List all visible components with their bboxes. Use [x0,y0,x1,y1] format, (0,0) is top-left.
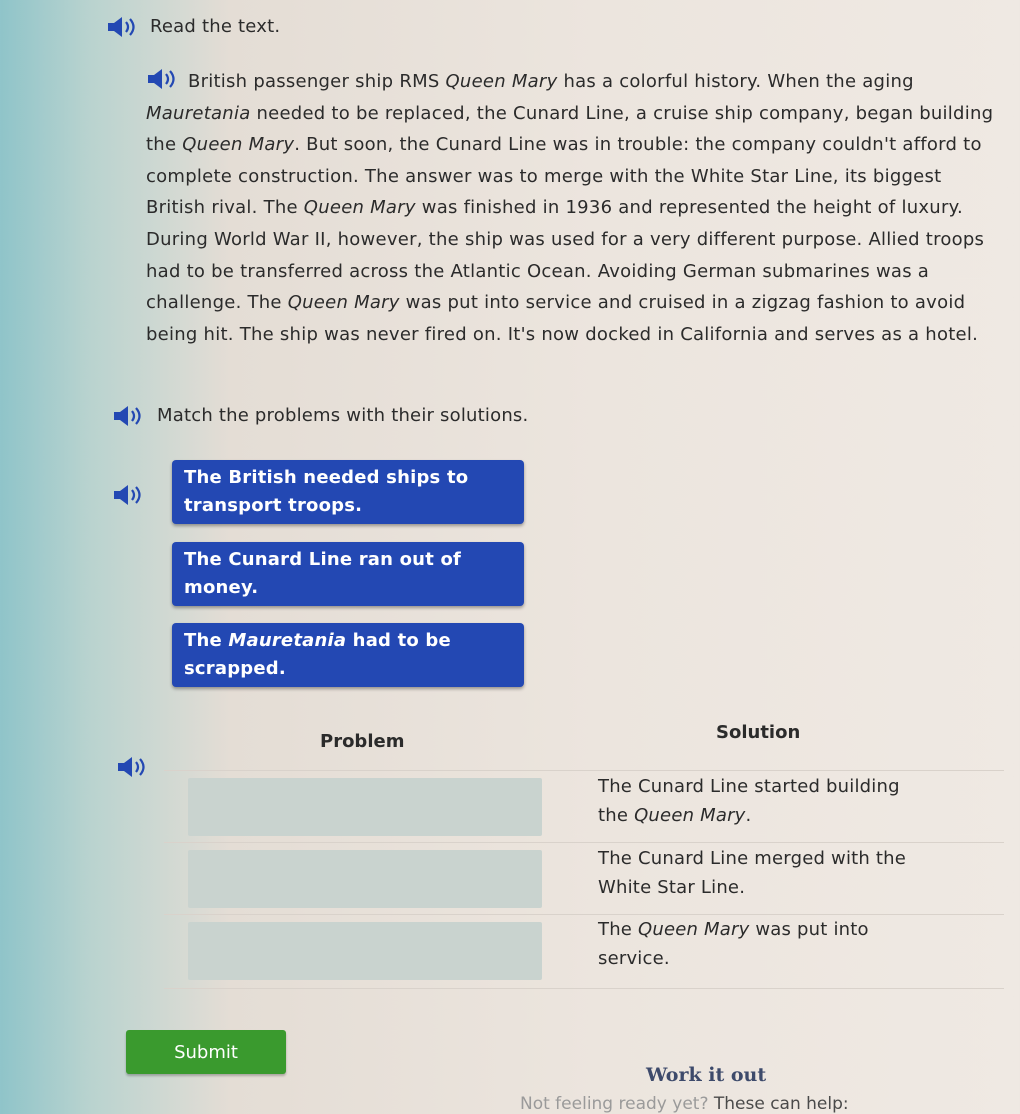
instruction-text: Read the text. [150,16,281,37]
not-ready-faded: Not feeling ready yet? [520,1094,709,1114]
match-prompt: Match the problems with their solutions. [157,405,529,426]
card-line: The British needed ships to [184,467,469,488]
solution-line: service. [598,948,670,969]
solution-text: the [598,805,635,826]
row-divider [164,770,1004,771]
not-ready-help: These can help: [708,1094,849,1114]
row-divider [164,842,1004,843]
speaker-icon[interactable] [106,16,140,38]
row-divider [164,988,1004,989]
problem-header: Problem [320,731,405,752]
solution-2 [598,844,938,902]
card-text: The [184,630,229,651]
solution-line: The Cunard Line merged with the [598,848,907,869]
solution-line: White Star Line. [598,877,746,898]
reading-passage [146,66,1000,350]
card-text: had to be [346,630,451,651]
card-line: transport troops. [184,495,363,516]
work-it-out-link[interactable]: Work it out [646,1064,767,1086]
solution-text: . [745,805,752,826]
card-line: The Cunard Line ran out of [184,549,462,570]
passage-segment: Queen Mary [287,292,400,314]
card-line [184,627,512,655]
card-text: Mauretania [228,630,347,651]
solution-line [598,915,938,944]
speaker-icon[interactable] [112,405,146,427]
solution-line [598,801,938,830]
problem-drop-slot-3[interactable] [188,922,542,980]
solution-header: Solution [716,722,801,743]
passage-segment: Queen Mary [303,197,416,219]
solution-line: The Cunard Line started building [598,776,900,797]
solution-text: Queen Mary [638,919,750,940]
passage-segment: Queen Mary [445,71,558,92]
problem-card-mauretania[interactable] [172,623,524,687]
submit-button[interactable]: Submit [126,1030,286,1074]
passage-segment: Queen Mary [182,134,295,156]
solution-text: Queen Mary [634,805,746,826]
problem-card-money[interactable] [172,542,524,606]
card-line: money. [184,577,259,598]
passage-segment: . But soon, the Cunard Line was in trouble: the company couldn't afford to complete construction. The answer was to merge with the White Star Line, its biggest British rival. The [146,134,988,219]
speaker-icon[interactable] [112,484,146,506]
solution-text: The [598,919,638,940]
passage-segment: was put into service and cruised in a zigzag fashion to avoid being hit. The ship was never fired on. It's now docked in California and serves as a hotel. [146,292,979,345]
solution-3 [598,915,938,973]
passage-segment: needed to be replaced, the Cunard Line, a cruise ship company, began building the [146,102,1000,156]
problem-card-troops[interactable] [172,460,524,524]
speaker-icon[interactable] [116,756,150,778]
passage-segment: Mauretania [146,102,251,124]
problem-drop-slot-2[interactable] [188,850,542,908]
solution-1 [598,772,938,830]
solution-text: was put into [749,919,869,940]
problem-drop-slot-1[interactable] [188,778,542,836]
passage-segment: British passenger ship RMS [188,71,446,92]
passage-segment: has a colorful history. When the aging [557,71,920,92]
passage-segment: was finished in 1936 and represented the height of luxury. During World War II, however, the ship was used for a very different purpose. Allied troops had to be transferred across the Atlantic Ocean. Avoiding German submarines was a challenge. The [146,197,991,314]
card-line: scrapped. [184,658,286,679]
not-ready-text [520,1094,849,1114]
